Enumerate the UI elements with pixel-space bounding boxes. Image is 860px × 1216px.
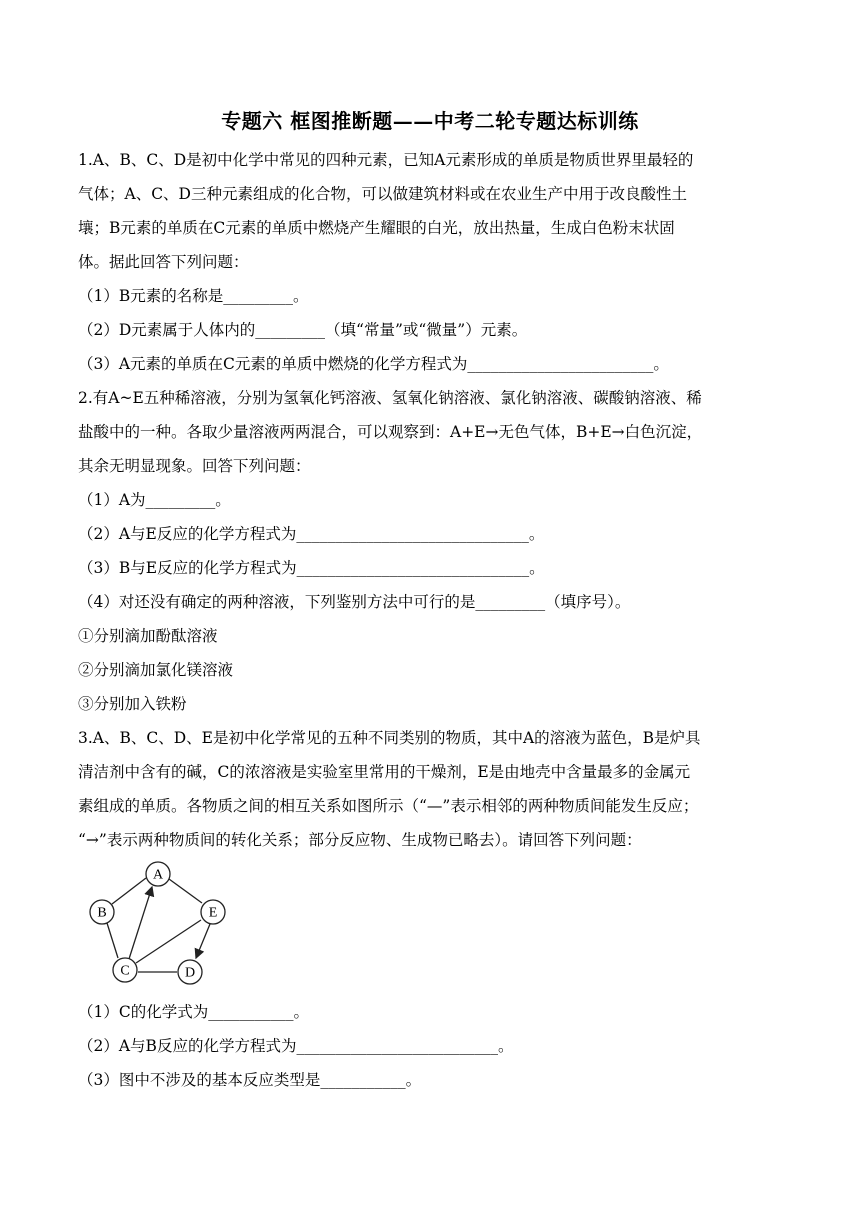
node-a [146, 862, 170, 886]
node-e-label: E [208, 905, 218, 921]
q1-line-2: 气体；A、C、D三种元素组成的化合物，可以做建筑材料或在农业生产中用于改良酸性土 [78, 185, 687, 203]
q1-sub-2: （2）D元素属于人体内的_________（填“常量”或“微量”）元素。 [78, 321, 528, 339]
node-c [113, 958, 137, 982]
q2-sub-1: （1）A为_________。 [78, 491, 231, 509]
q2-line-3: 其余无明显现象。回答下列问题： [78, 457, 311, 475]
edge-a-b [112, 878, 146, 904]
node-c-label: C [120, 963, 130, 979]
q3-line-4: “→”表示两种物质间的转化关系；部分反应物、生成物已略去）。请回答下列问题： [78, 831, 642, 849]
node-b-label: B [97, 905, 107, 921]
q3-line-2: 清洁剂中含有的碱，C的浓溶液是实验室里常用的干燥剂，E是由地壳中含量最多的金属元 [78, 763, 691, 781]
q2-line-1: 2.有A~E五种稀溶液，分别为氢氧化钙溶液、氢氧化钠溶液、氯化钠溶液、碳酸钠溶液、稀 [78, 389, 702, 407]
q2-option-2: ②分别滴加氯化镁溶液 [78, 661, 234, 679]
edge-a-e [169, 879, 202, 903]
relationship-diagram [86, 860, 236, 990]
q1-line-1: 1.A、B、C、D是初中化学中常见的四种元素，已知A元素形成的单质是物质世界里最轻的 [78, 151, 694, 169]
q1-sub-1: （1）B元素的名称是_________。 [78, 287, 309, 305]
q1-sub-3: （3）A元素的单质在C元素的单质中燃烧的化学方程式为________________________。 [78, 355, 669, 373]
q3-sub-1: （1）C的化学式为___________。 [78, 1003, 309, 1021]
q2-line-2: 盐酸中的一种。各取少量溶液两两混合，可以观察到：A+E→无色气体，B+E→白色沉淀， [78, 423, 703, 441]
q3-sub-2: （2）A与B反应的化学方程式为__________________________。 [78, 1037, 514, 1055]
q2-sub-2: （2）A与E反应的化学方程式为______________________________。 [78, 525, 545, 543]
q2-option-3: ③分别加入铁粉 [78, 695, 187, 713]
node-a-label: A [152, 867, 164, 883]
node-d-label: D [184, 965, 196, 981]
q2-sub-3: （3）B与E反应的化学方程式为______________________________。 [78, 559, 545, 577]
edge-b-c [107, 923, 118, 958]
edge-c-e [136, 920, 201, 963]
q1-line-3: 壤；B元素的单质在C元素的单质中燃烧产生耀眼的白光，放出热量，生成白色粉末状固 [78, 219, 675, 237]
arrow-c-to-a [129, 887, 152, 959]
q1-line-4: 体。据此回答下列问题： [78, 253, 249, 271]
arrow-e-to-d [196, 924, 210, 958]
node-d [178, 960, 202, 984]
page-title: 专题六 框图推断题——中考二轮专题达标训练 [221, 109, 639, 133]
q3-line-3: 素组成的单质。各物质之间的相互关系如图所示（“—”表示相邻的两种物质间能发生反应； [78, 797, 699, 815]
q3-sub-3: （3）图中不涉及的基本反应类型是___________。 [78, 1071, 422, 1089]
q2-option-1: ①分别滴加酚酞溶液 [78, 627, 218, 645]
node-e [201, 900, 225, 924]
node-b [90, 900, 114, 924]
q2-sub-4: （4）对还没有确定的两种溶液，下列鉴别方法中可行的是_________（填序号）。 [78, 593, 631, 611]
q3-line-1: 3.A、B、C、D、E是初中化学常见的五种不同类别的物质，其中A的溶液为蓝色，B是炉具 [78, 729, 701, 747]
